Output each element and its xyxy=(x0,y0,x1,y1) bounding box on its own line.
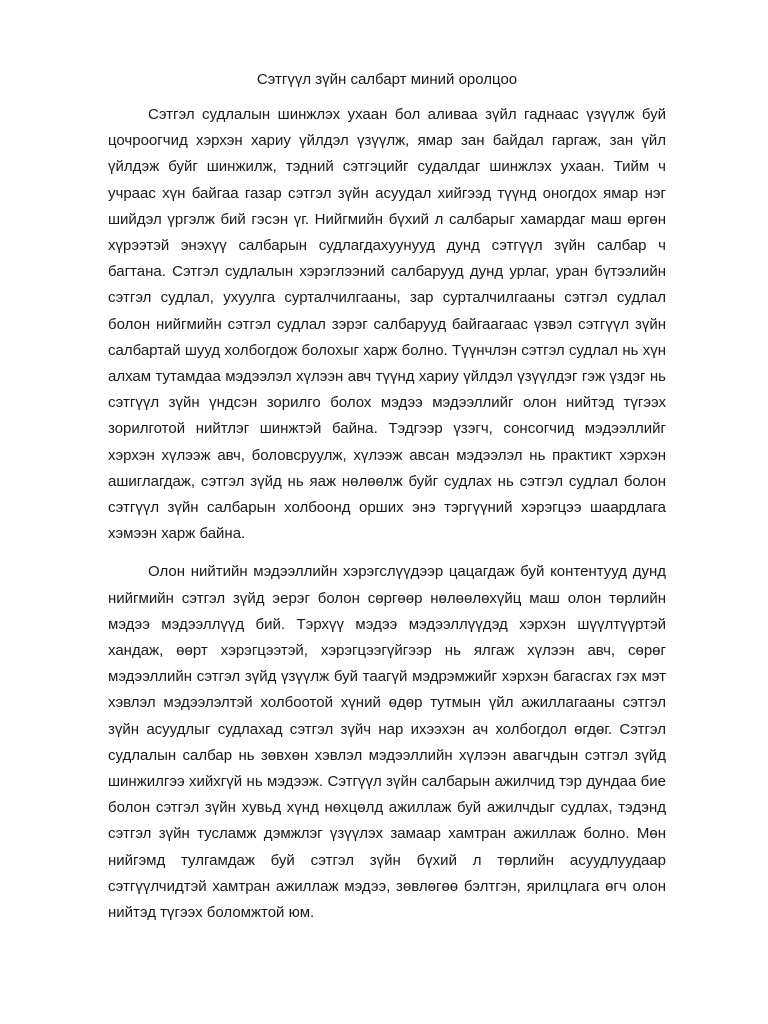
paragraph-1: Сэтгэл судлалын шинжлэх ухаан бол аливаа зүйл гаднаас үзүүлж буй цочроогчид хэрхэн хариу үйлдэл үзүүлж, ямар зан байдал гаргаж, зан үйл үйлдэж буйг шинжилж, тэдний сэтгэцийг судалдаг шинжлэх ухаан. Тийм ч учраас хүн байгаа газар сэтгэл зүйн асуудал хийгээд түүнд оногдох ямар нэг шийдэл үргэлж бий гэсэн үг. Нийгмийн бүхий л салбарыг хамардаг маш өргөн хүрээтэй энэхүү салбарын судлагдахуунууд дунд сэтгүүл зүйн салбар ч багтана. Сэтгэл судлалын хэрэглээний салбарууд дунд урлаг, уран бүтээлийн сэтгэл судлал, ухуулга сурталчилгааны, зар сурталчилгааны сэтгэл судлал болон нийгмийн сэтгэл судлал зэрэг салбарууд байгаагаас үзвэл сэтгүүл зүйн салбартай шууд холбогдож болохыг харж болно. Түүнчлэн сэтгэл судлал нь хүн алхам тутамдаа мэдээлэл хүлээн авч түүнд хариу үйлдэл үзүүлдэг гэж үздэг нь сэтгүүл зүйн үндсэн зорилго болох мэдээ мэдээллийг олон нийтэд түгээх зорилготой нийтлэг шинжтэй байна. Тэдгээр үзэгч, сонсогчид мэдээллийг хэрхэн хүлээж авч, боловсруулж, хүлээж авсан мэдээлэл нь практикт хэрхэн ашиглагдаж, сэтгэл зүйд нь яаж нөлөөлж буйг судлах нь сэтгэл судлал болон сэтгүүл зүйн салбарын холбоонд орших энэ тэргүүний хэрэгцээ шаардлага хэмээн харж байна. xyxy=(108,106,666,543)
document-title: Сэтгүүл зүйн салбарт миний оролцоо xyxy=(256,71,518,88)
document-page xyxy=(108,70,666,938)
paragraph-2: Олон нийтийн мэдээллийн хэрэгслүүдээр цацагдаж буй контентууд дунд нийгмийн сэтгэл зүйд эерэг болон сөргөөр нөлөөлөхүйц маш олон төрлийн мэдээ мэдээллүүд бий. Тэрхүү мэдээ мэдээллүүдэд хэрхэн шүүлтүүртэй хандаж, өөрт хэрэгцээтэй, хэрэгцээгүйгээр нь ялгаж хүлээн авч, сөрөг мэдээллийн сэтгэл зүйд үзүүлж буй таагүй мэдрэмжийг хэрхэн багасгах гэх мэт хэвлэл мэдээлэлтэй холбоотой хүний өдөр тутмын үйл ажиллагааны сэтгэл зүйн асуудлыг судлахад сэтгэл зүйч нар ихээхэн ач холбогдол өгдөг. Сэтгэл судлалын салбар нь зөвхөн хэвлэл мэдээллийн хүлээн авагчдын сэтгэл зүйд шинжилгээ хийхгүй нь мэдээж. Сэтгүүл зүйн салбарын ажилчид тэр дундаа бие болон сэтгэл зүйн хувьд хүнд нөхцөлд ажиллаж буй ажилчдыг судлах, тэдэнд сэтгэл зүйн тусламж дэмжлэг үзүүлэх замаар хамтран ажиллаж болно. Мөн нийгэмд тулгамдаж буй сэтгэл зүйн бүхий л төрлийн асуудлуудаар сэтгүүлчидтэй хамтран ажиллаж мэдээ, зөвлөгөө бэлтгэн, ярилцлага өгч олон нийтэд түгээх боломжтой юм. xyxy=(108,563,666,922)
